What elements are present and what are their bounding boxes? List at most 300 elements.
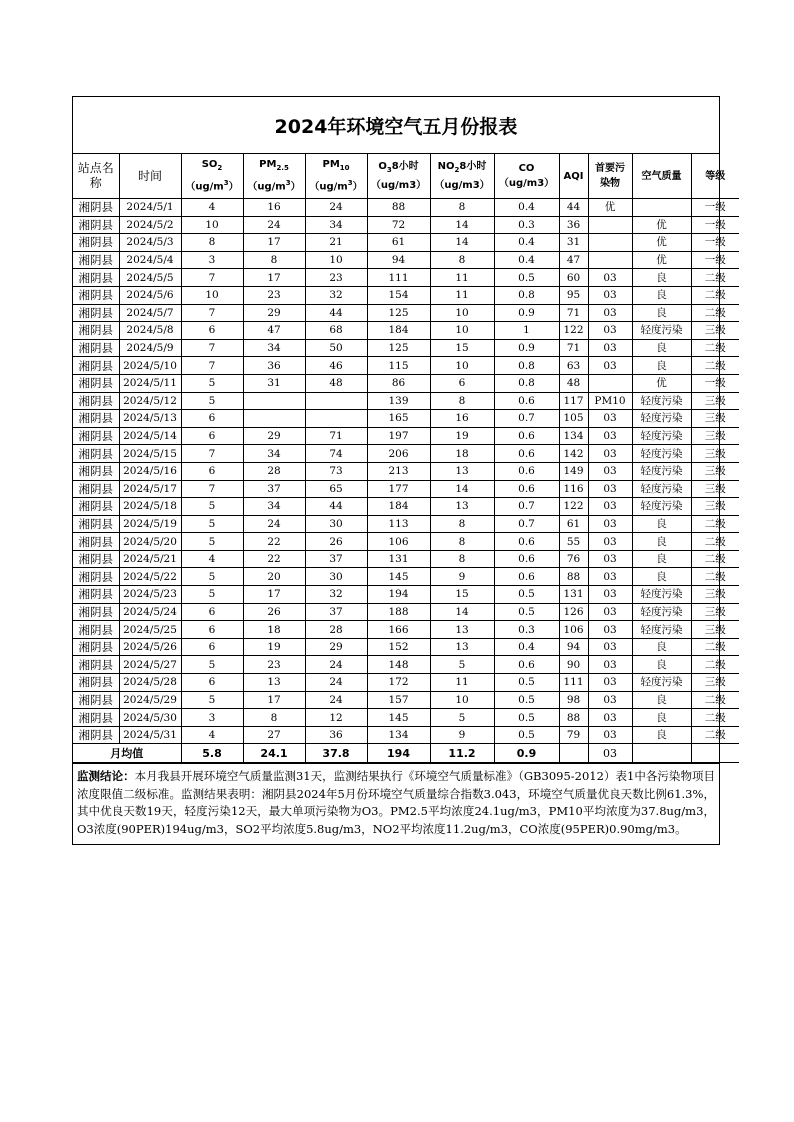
monthly-average-row — [73, 744, 739, 763]
cell-primary-pollutant: 优 — [588, 199, 632, 217]
cell-aqi: 79 — [559, 726, 588, 744]
cell-grade: 二级 — [691, 550, 739, 568]
cell-air-quality: 良 — [632, 286, 691, 304]
cell-co: 0.6 — [494, 392, 559, 410]
cell-grade: 一级 — [691, 234, 739, 252]
cell-primary-pollutant: 03 — [588, 726, 632, 744]
cell-air-quality: 优 — [632, 374, 691, 392]
cell-so2: 3 — [181, 251, 243, 269]
cell-pm10: 21 — [305, 234, 367, 252]
cell-site: 湘阴县 — [73, 638, 119, 656]
cell-grade: 三级 — [691, 445, 739, 463]
cell-date: 2024/5/9 — [119, 339, 181, 357]
cell-o3-8h: 197 — [367, 427, 430, 445]
cell-date: 2024/5/23 — [119, 586, 181, 604]
table-row — [73, 199, 739, 217]
header-pm25: $PM_{2.5}$ $(ug/m^3)$ — [243, 154, 305, 199]
cell-grade: 一级 — [691, 251, 739, 269]
cell-pm25: 36 — [243, 357, 305, 375]
average-grade — [691, 744, 739, 763]
table-row — [73, 621, 739, 639]
cell-no2-8h: 8 — [430, 533, 494, 551]
cell-primary-pollutant: 03 — [588, 304, 632, 322]
cell-primary-pollutant — [588, 374, 632, 392]
cell-grade: 二级 — [691, 656, 739, 674]
cell-air-quality: 良 — [632, 691, 691, 709]
cell-site: 湘阴县 — [73, 691, 119, 709]
cell-air-quality: 良 — [632, 304, 691, 322]
cell-no2-8h: 19 — [430, 427, 494, 445]
cell-co: 0.5 — [494, 709, 559, 727]
cell-primary-pollutant: 03 — [588, 638, 632, 656]
cell-co: 0.6 — [494, 427, 559, 445]
cell-o3-8h: 194 — [367, 586, 430, 604]
cell-no2-8h: 5 — [430, 709, 494, 727]
cell-grade: 三级 — [691, 498, 739, 516]
cell-primary-pollutant: 03 — [588, 480, 632, 498]
cell-grade: 二级 — [691, 568, 739, 586]
cell-so2: 6 — [181, 427, 243, 445]
cell-date: 2024/5/21 — [119, 550, 181, 568]
table-body — [73, 199, 739, 744]
cell-o3-8h: 152 — [367, 638, 430, 656]
cell-no2-8h: 9 — [430, 568, 494, 586]
cell-co: 0.3 — [494, 621, 559, 639]
average-so2: 5.8 — [181, 744, 243, 763]
cell-o3-8h: 61 — [367, 234, 430, 252]
cell-air-quality: 轻度污染 — [632, 462, 691, 480]
cell-so2: 7 — [181, 339, 243, 357]
cell-air-quality: 轻度污染 — [632, 603, 691, 621]
cell-no2-8h: 18 — [430, 445, 494, 463]
cell-o3-8h: 94 — [367, 251, 430, 269]
cell-aqi: 117 — [559, 392, 588, 410]
cell-aqi: 111 — [559, 674, 588, 692]
cell-aqi: 88 — [559, 709, 588, 727]
cell-co: 0.3 — [494, 216, 559, 234]
cell-air-quality: 优 — [632, 234, 691, 252]
cell-site: 湘阴县 — [73, 357, 119, 375]
cell-pm10: 73 — [305, 462, 367, 480]
cell-pm25: 24 — [243, 216, 305, 234]
cell-date: 2024/5/10 — [119, 357, 181, 375]
cell-site: 湘阴县 — [73, 550, 119, 568]
cell-primary-pollutant: 03 — [588, 339, 632, 357]
cell-air-quality: 良 — [632, 533, 691, 551]
cell-grade: 二级 — [691, 515, 739, 533]
cell-aqi: 63 — [559, 357, 588, 375]
cell-pm10: 37 — [305, 550, 367, 568]
cell-site: 湘阴县 — [73, 339, 119, 357]
cell-air-quality: 轻度污染 — [632, 674, 691, 692]
cell-grade: 一级 — [691, 216, 739, 234]
cell-co: 0.6 — [494, 656, 559, 674]
cell-date: 2024/5/5 — [119, 269, 181, 287]
cell-pm10: 24 — [305, 691, 367, 709]
cell-pm10: 34 — [305, 216, 367, 234]
cell-primary-pollutant: 03 — [588, 286, 632, 304]
cell-site: 湘阴县 — [73, 392, 119, 410]
cell-o3-8h: 165 — [367, 410, 430, 428]
cell-aqi: 36 — [559, 216, 588, 234]
cell-co: 0.8 — [494, 286, 559, 304]
cell-no2-8h: 11 — [430, 269, 494, 287]
cell-co: 0.7 — [494, 410, 559, 428]
cell-aqi: 55 — [559, 533, 588, 551]
cell-air-quality: 良 — [632, 709, 691, 727]
cell-aqi: 131 — [559, 586, 588, 604]
cell-site: 湘阴县 — [73, 322, 119, 340]
cell-date: 2024/5/11 — [119, 374, 181, 392]
cell-air-quality: 轻度污染 — [632, 621, 691, 639]
cell-pm10: 24 — [305, 674, 367, 692]
cell-grade: 三级 — [691, 427, 739, 445]
cell-pm25: 19 — [243, 638, 305, 656]
cell-site: 湘阴县 — [73, 515, 119, 533]
cell-co: 0.4 — [494, 234, 559, 252]
cell-no2-8h: 13 — [430, 638, 494, 656]
table-row — [73, 533, 739, 551]
header-primary-pollutant: 首要污 染物 — [588, 154, 632, 199]
cell-grade: 三级 — [691, 586, 739, 604]
cell-so2: 5 — [181, 374, 243, 392]
cell-o3-8h: 86 — [367, 374, 430, 392]
cell-pm25: 17 — [243, 691, 305, 709]
table-row — [73, 709, 739, 727]
cell-no2-8h: 14 — [430, 234, 494, 252]
average-no2: 11.2 — [430, 744, 494, 763]
cell-pm25: 26 — [243, 603, 305, 621]
cell-site: 湘阴县 — [73, 709, 119, 727]
cell-aqi: 95 — [559, 286, 588, 304]
cell-site: 湘阴县 — [73, 374, 119, 392]
cell-no2-8h: 8 — [430, 199, 494, 217]
table-row — [73, 638, 739, 656]
cell-o3-8h: 157 — [367, 691, 430, 709]
air-quality-report-sheet — [72, 96, 726, 845]
cell-pm10: 65 — [305, 480, 367, 498]
cell-primary-pollutant: 03 — [588, 603, 632, 621]
header-so2: $SO_2$ $(ug/m^3)$ — [181, 154, 243, 199]
cell-date: 2024/5/6 — [119, 286, 181, 304]
cell-air-quality: 良 — [632, 269, 691, 287]
cell-air-quality: 优 — [632, 216, 691, 234]
table-row — [73, 410, 739, 428]
cell-pm10: 46 — [305, 357, 367, 375]
cell-pm25: 20 — [243, 568, 305, 586]
cell-o3-8h: 125 — [367, 304, 430, 322]
cell-pm25: 8 — [243, 709, 305, 727]
cell-o3-8h: 145 — [367, 568, 430, 586]
cell-pm10: 74 — [305, 445, 367, 463]
cell-pm10: 48 — [305, 374, 367, 392]
cell-aqi: 149 — [559, 462, 588, 480]
header-site: 站点名 称 — [73, 154, 119, 199]
table-row — [73, 603, 739, 621]
cell-no2-8h: 13 — [430, 462, 494, 480]
cell-pm25 — [243, 392, 305, 410]
cell-aqi: 88 — [559, 568, 588, 586]
cell-site: 湘阴县 — [73, 216, 119, 234]
cell-aqi: 48 — [559, 374, 588, 392]
cell-no2-8h: 10 — [430, 357, 494, 375]
cell-primary-pollutant — [588, 251, 632, 269]
cell-air-quality: 轻度污染 — [632, 480, 691, 498]
cell-pm25: 34 — [243, 339, 305, 357]
cell-no2-8h: 15 — [430, 586, 494, 604]
cell-date: 2024/5/18 — [119, 498, 181, 516]
cell-primary-pollutant: 03 — [588, 410, 632, 428]
cell-so2: 7 — [181, 480, 243, 498]
cell-grade: 一级 — [691, 374, 739, 392]
cell-o3-8h: 184 — [367, 498, 430, 516]
cell-so2: 5 — [181, 533, 243, 551]
cell-air-quality: 轻度污染 — [632, 410, 691, 428]
cell-primary-pollutant: 03 — [588, 427, 632, 445]
cell-grade: 三级 — [691, 462, 739, 480]
air-quality-table — [73, 154, 739, 763]
cell-o3-8h: 113 — [367, 515, 430, 533]
cell-o3-8h: 125 — [367, 339, 430, 357]
cell-primary-pollutant: 03 — [588, 322, 632, 340]
cell-co: 0.6 — [494, 568, 559, 586]
cell-air-quality: 轻度污染 — [632, 427, 691, 445]
cell-date: 2024/5/28 — [119, 674, 181, 692]
cell-date: 2024/5/7 — [119, 304, 181, 322]
cell-primary-pollutant: 03 — [588, 357, 632, 375]
cell-pm25: 22 — [243, 533, 305, 551]
cell-site: 湘阴县 — [73, 480, 119, 498]
cell-date: 2024/5/4 — [119, 251, 181, 269]
cell-primary-pollutant: 03 — [588, 586, 632, 604]
header-no2: $NO_28$小时 （ug/m3） — [430, 154, 494, 199]
cell-co: 0.4 — [494, 638, 559, 656]
cell-o3-8h: 88 — [367, 199, 430, 217]
cell-site: 湘阴县 — [73, 586, 119, 604]
cell-pm25: 23 — [243, 286, 305, 304]
cell-site: 湘阴县 — [73, 286, 119, 304]
cell-no2-8h: 10 — [430, 304, 494, 322]
cell-date: 2024/5/30 — [119, 709, 181, 727]
cell-aqi: 126 — [559, 603, 588, 621]
cell-pm10: 32 — [305, 286, 367, 304]
table-row — [73, 445, 739, 463]
cell-co: 0.8 — [494, 357, 559, 375]
cell-date: 2024/5/17 — [119, 480, 181, 498]
cell-co: 0.7 — [494, 498, 559, 516]
cell-grade: 三级 — [691, 392, 739, 410]
cell-aqi: 76 — [559, 550, 588, 568]
cell-grade: 三级 — [691, 603, 739, 621]
cell-aqi: 44 — [559, 199, 588, 217]
cell-pm10: 32 — [305, 586, 367, 604]
cell-pm25: 13 — [243, 674, 305, 692]
table-row — [73, 586, 739, 604]
header-row — [73, 154, 739, 199]
cell-date: 2024/5/15 — [119, 445, 181, 463]
cell-aqi: 71 — [559, 304, 588, 322]
header-o3: $O_38$小时 （ug/m3） — [367, 154, 430, 199]
cell-aqi: 71 — [559, 339, 588, 357]
cell-site: 湘阴县 — [73, 445, 119, 463]
cell-so2: 5 — [181, 515, 243, 533]
cell-pm25: 17 — [243, 269, 305, 287]
cell-pm25: 47 — [243, 322, 305, 340]
cell-pm25: 24 — [243, 515, 305, 533]
table-row — [73, 304, 739, 322]
cell-site: 湘阴县 — [73, 621, 119, 639]
cell-air-quality: 良 — [632, 726, 691, 744]
cell-pm25: 8 — [243, 251, 305, 269]
cell-primary-pollutant: 03 — [588, 656, 632, 674]
table-row — [73, 726, 739, 744]
cell-no2-8h: 10 — [430, 691, 494, 709]
table-row — [73, 322, 739, 340]
cell-grade: 三级 — [691, 621, 739, 639]
cell-aqi: 116 — [559, 480, 588, 498]
cell-air-quality: 良 — [632, 638, 691, 656]
cell-grade: 一级 — [691, 199, 739, 217]
cell-pm25: 37 — [243, 480, 305, 498]
cell-grade: 二级 — [691, 709, 739, 727]
table-row — [73, 357, 739, 375]
cell-so2: 5 — [181, 656, 243, 674]
cell-primary-pollutant: 03 — [588, 533, 632, 551]
table-row — [73, 339, 739, 357]
cell-pm10: 44 — [305, 304, 367, 322]
cell-pm10: 23 — [305, 269, 367, 287]
cell-pm10 — [305, 392, 367, 410]
cell-grade: 二级 — [691, 533, 739, 551]
cell-air-quality: 良 — [632, 550, 691, 568]
cell-no2-8h: 13 — [430, 498, 494, 516]
cell-so2: 5 — [181, 498, 243, 516]
average-o3: 194 — [367, 744, 430, 763]
cell-co: 0.4 — [494, 199, 559, 217]
cell-so2: 10 — [181, 286, 243, 304]
table-row — [73, 216, 739, 234]
cell-pm25: 22 — [243, 550, 305, 568]
cell-air-quality: 良 — [632, 515, 691, 533]
cell-no2-8h: 9 — [430, 726, 494, 744]
cell-no2-8h: 14 — [430, 603, 494, 621]
cell-grade: 三级 — [691, 480, 739, 498]
average-label: 月均值 — [73, 744, 181, 763]
cell-co: 0.5 — [494, 691, 559, 709]
cell-date: 2024/5/12 — [119, 392, 181, 410]
cell-date: 2024/5/8 — [119, 322, 181, 340]
cell-co: 0.9 — [494, 339, 559, 357]
header-time: 时间 — [119, 154, 181, 199]
cell-grade: 二级 — [691, 638, 739, 656]
cell-so2: 5 — [181, 586, 243, 604]
cell-date: 2024/5/22 — [119, 568, 181, 586]
cell-so2: 10 — [181, 216, 243, 234]
cell-air-quality: 轻度污染 — [632, 445, 691, 463]
cell-site: 湘阴县 — [73, 726, 119, 744]
cell-grade: 二级 — [691, 726, 739, 744]
cell-primary-pollutant: PM10 — [588, 392, 632, 410]
cell-grade: 二级 — [691, 286, 739, 304]
table-row — [73, 691, 739, 709]
cell-site: 湘阴县 — [73, 234, 119, 252]
cell-primary-pollutant — [588, 216, 632, 234]
cell-primary-pollutant: 03 — [588, 691, 632, 709]
cell-o3-8h: 115 — [367, 357, 430, 375]
cell-o3-8h: 154 — [367, 286, 430, 304]
cell-o3-8h: 166 — [367, 621, 430, 639]
cell-co: 0.5 — [494, 603, 559, 621]
cell-date: 2024/5/3 — [119, 234, 181, 252]
cell-date: 2024/5/25 — [119, 621, 181, 639]
table-row — [73, 251, 739, 269]
cell-date: 2024/5/14 — [119, 427, 181, 445]
cell-air-quality: 轻度污染 — [632, 392, 691, 410]
cell-co: 1 — [494, 322, 559, 340]
cell-primary-pollutant: 03 — [588, 621, 632, 639]
cell-pm25: 27 — [243, 726, 305, 744]
cell-o3-8h: 148 — [367, 656, 430, 674]
cell-site: 湘阴县 — [73, 462, 119, 480]
cell-site: 湘阴县 — [73, 674, 119, 692]
cell-date: 2024/5/20 — [119, 533, 181, 551]
average-pm10: 37.8 — [305, 744, 367, 763]
cell-pm25: 23 — [243, 656, 305, 674]
cell-aqi: 122 — [559, 322, 588, 340]
cell-o3-8h: 131 — [367, 550, 430, 568]
cell-date: 2024/5/19 — [119, 515, 181, 533]
cell-pm25: 34 — [243, 445, 305, 463]
cell-air-quality: 轻度污染 — [632, 586, 691, 604]
cell-so2: 4 — [181, 199, 243, 217]
cell-no2-8h: 8 — [430, 251, 494, 269]
report-title: 2024年环境空气五月份报表 — [73, 97, 719, 154]
average-aqi — [559, 744, 588, 763]
table-row — [73, 427, 739, 445]
cell-air-quality: 良 — [632, 339, 691, 357]
cell-co: 0.6 — [494, 550, 559, 568]
header-pm10: $PM_{10}$ $(ug/m^3)$ — [305, 154, 367, 199]
cell-o3-8h: 172 — [367, 674, 430, 692]
cell-co: 0.6 — [494, 533, 559, 551]
cell-aqi: 142 — [559, 445, 588, 463]
cell-no2-8h: 8 — [430, 550, 494, 568]
cell-so2: 4 — [181, 726, 243, 744]
cell-co: 0.8 — [494, 374, 559, 392]
cell-o3-8h: 111 — [367, 269, 430, 287]
cell-aqi: 31 — [559, 234, 588, 252]
cell-site: 湘阴县 — [73, 568, 119, 586]
table-row — [73, 462, 739, 480]
table-row — [73, 286, 739, 304]
cell-o3-8h: 106 — [367, 533, 430, 551]
cell-so2: 8 — [181, 234, 243, 252]
cell-co: 0.6 — [494, 462, 559, 480]
header-grade: 等级 — [691, 154, 739, 199]
cell-grade: 二级 — [691, 339, 739, 357]
cell-grade: 二级 — [691, 357, 739, 375]
cell-pm10: 29 — [305, 638, 367, 656]
average-co: 0.9 — [494, 744, 559, 763]
cell-date: 2024/5/29 — [119, 691, 181, 709]
cell-air-quality: 优 — [632, 251, 691, 269]
cell-o3-8h: 139 — [367, 392, 430, 410]
cell-air-quality: 良 — [632, 357, 691, 375]
cell-grade: 三级 — [691, 410, 739, 428]
cell-primary-pollutant: 03 — [588, 709, 632, 727]
cell-air-quality: 良 — [632, 656, 691, 674]
conclusion-label: 监测结论： — [77, 769, 135, 784]
